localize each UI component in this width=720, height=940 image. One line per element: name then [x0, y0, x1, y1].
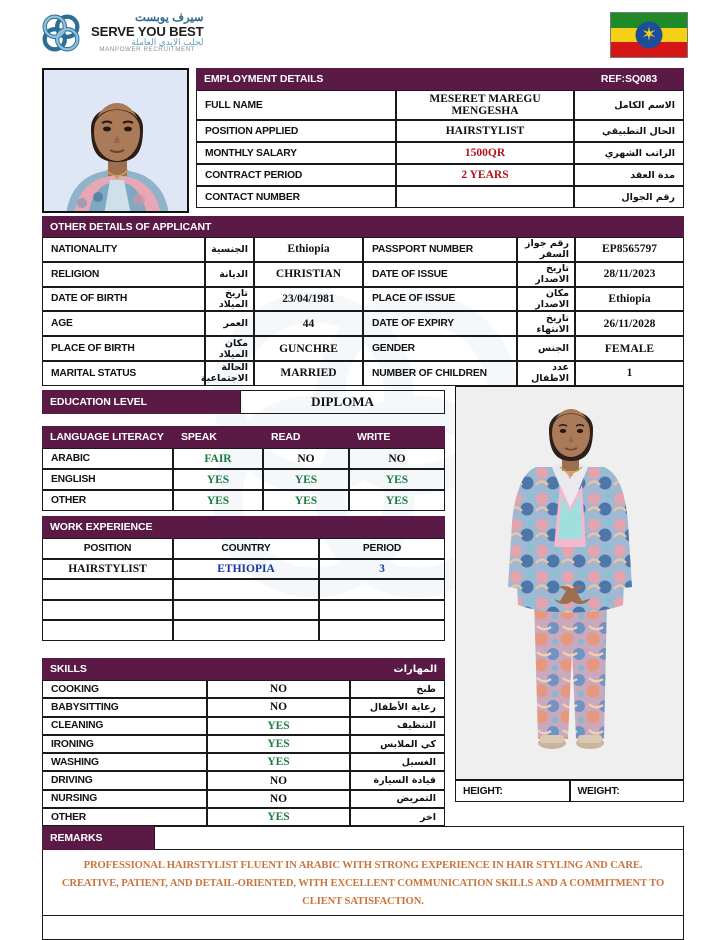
- detail-arabic: الحالة الاجتماعية: [200, 362, 248, 385]
- detail-value: Ethiopia: [287, 243, 330, 256]
- language-write: NO: [388, 452, 406, 465]
- table-row: [42, 771, 445, 789]
- detail-value: GUNCHRE: [279, 342, 338, 355]
- detail-arabic: مكان الاصدار: [535, 287, 569, 310]
- height-label: HEIGHT:: [463, 785, 503, 797]
- skills-table: [42, 658, 445, 826]
- language-write: YES: [385, 494, 409, 507]
- skill-label: CLEANING: [51, 720, 104, 732]
- table-row: [196, 164, 684, 186]
- language-speak: FAIR: [204, 452, 232, 465]
- skill-value: NO: [269, 701, 288, 714]
- work-header-position: POSITION: [83, 542, 132, 554]
- table-row: [196, 90, 684, 120]
- work-country: ETHIOPIA: [217, 562, 275, 575]
- other-details-title: OTHER DETAILS OF APPLICANT: [42, 216, 684, 237]
- skill-label: NURSING: [51, 793, 98, 805]
- language-header-write: WRITE: [349, 426, 445, 448]
- detail-label: NATIONALITY: [51, 243, 118, 255]
- detail-value: 28/11/2023: [603, 268, 656, 281]
- language-speak: YES: [206, 494, 230, 507]
- skill-arabic: الغسيل: [401, 756, 436, 768]
- employment-row-value: HAIRSTYLIST: [445, 125, 525, 137]
- skill-arabic: اخر: [419, 811, 436, 823]
- skill-arabic: كي الملابس: [380, 738, 436, 750]
- detail-label: GENDER: [372, 343, 415, 355]
- language-read: NO: [297, 452, 315, 465]
- employment-row-arabic: الحال التطبيقي: [602, 125, 675, 137]
- detail-arabic: تاريخ الميلاد: [218, 287, 248, 310]
- language-header-row: [42, 426, 445, 448]
- detail-arabic: تاريخ الاصدار: [535, 263, 569, 286]
- detail-label: AGE: [51, 318, 73, 330]
- table-row: [196, 120, 684, 142]
- reference-number: REF:SQ083: [574, 68, 684, 90]
- work-experience-table: [42, 516, 445, 641]
- detail-value: MARRIED: [280, 367, 337, 380]
- language-name: OTHER: [51, 495, 87, 506]
- logo-knot-icon: [36, 9, 86, 57]
- full-body-photo-illustration: [456, 387, 684, 780]
- remarks-blank-row[interactable]: [42, 916, 684, 940]
- weight-label: WEIGHT:: [577, 785, 620, 797]
- skill-arabic: قيادة السيارة: [373, 775, 436, 787]
- education-level-row: [42, 390, 445, 414]
- employment-row-label: CONTRACT PERIOD: [205, 169, 303, 181]
- employment-row-arabic: مدة العقد: [630, 169, 675, 181]
- skill-value: YES: [267, 756, 290, 769]
- language-write: YES: [385, 473, 409, 486]
- skills-title-arabic: المهارات: [393, 663, 437, 675]
- detail-arabic: مكان الميلاد: [218, 337, 248, 360]
- skill-value: YES: [267, 738, 290, 751]
- measurements-row: [455, 780, 684, 802]
- applicant-full-body-photo: [455, 386, 684, 780]
- table-row: [42, 735, 445, 753]
- skill-value: YES: [267, 811, 290, 824]
- skill-arabic: التمريض: [396, 793, 436, 805]
- employment-row-value: 1500QR: [464, 147, 506, 159]
- skill-label: COOKING: [51, 683, 99, 695]
- table-row: [42, 361, 684, 386]
- detail-label: PASSPORT NUMBER: [372, 243, 473, 255]
- table-row: [42, 600, 445, 621]
- table-row: [42, 336, 684, 361]
- table-row: [42, 620, 445, 641]
- remarks-title: REMARKS: [42, 826, 154, 850]
- table-row: [42, 790, 445, 808]
- skill-label: OTHER: [51, 811, 87, 823]
- employment-details-header-row: [196, 68, 684, 90]
- detail-arabic: الجنسية: [211, 243, 248, 255]
- company-logo: [36, 8, 208, 58]
- table-row: [42, 698, 445, 716]
- table-row: [42, 559, 445, 580]
- employment-details-title: EMPLOYMENT DETAILS: [196, 68, 574, 90]
- detail-label: RELIGION: [51, 268, 100, 280]
- skill-label: IRONING: [51, 738, 94, 750]
- skill-value: NO: [269, 683, 288, 696]
- language-header-speak: SPEAK: [173, 426, 263, 448]
- employment-row-label: FULL NAME: [205, 99, 263, 111]
- language-header-read: READ: [263, 426, 349, 448]
- detail-label: DATE OF EXPIRY: [372, 318, 454, 330]
- employment-row-label: MONTHLY SALARY: [205, 147, 297, 159]
- table-row: [42, 237, 684, 262]
- logo-arabic-title: سيرف يوبست: [135, 12, 204, 25]
- remarks-text: PROFESSIONAL HAIRSTYLIST FLUENT IN ARABIC WITH STRONG EXPERIENCE IN HAIR STYLING AND CARE. CREATIVE, PATIENT, AND DETAIL-ORIENTED, WITH EXCELLENT COMMUNICATION SKILLS AND A COMMITMENT TO CLIENT SATISFACTION.: [61, 860, 665, 907]
- table-row: [42, 448, 445, 469]
- remarks-header-row: [42, 826, 684, 850]
- skill-arabic: طبخ: [416, 683, 436, 695]
- work-header-period: PERIOD: [362, 542, 402, 554]
- detail-label: NUMBER OF CHILDREN: [372, 367, 487, 379]
- table-row: [42, 311, 684, 336]
- detail-label: DATE OF ISSUE: [372, 268, 448, 280]
- table-row: [42, 717, 445, 735]
- table-row: [42, 490, 445, 511]
- table-row: [42, 680, 445, 698]
- detail-arabic: عدد الاطفال: [531, 362, 569, 385]
- detail-arabic: رقم جواز السفر: [525, 238, 569, 261]
- detail-arabic: الجنس: [538, 343, 569, 355]
- table-row: [42, 753, 445, 771]
- education-level-title: EDUCATION LEVEL: [42, 390, 240, 414]
- skill-arabic: رعاية الأطفال: [369, 701, 436, 713]
- employment-row-arabic: الراتب الشهري: [604, 147, 675, 159]
- work-experience-column-headers: [42, 538, 445, 559]
- detail-value: 23/04/1981: [282, 292, 335, 305]
- detail-value: CHRISTIAN: [275, 268, 342, 281]
- work-experience-title: WORK EXPERIENCE: [42, 516, 237, 538]
- language-header-literacy: LANGUAGE LITERACY: [42, 426, 173, 448]
- skill-value: YES: [267, 719, 290, 732]
- employment-row-arabic: الاسم الكامل: [614, 99, 675, 111]
- detail-label: DATE OF BIRTH: [51, 293, 128, 305]
- employment-row-arabic: رقم الجوال: [621, 191, 675, 203]
- passport-photo-illustration: [44, 70, 189, 213]
- language-speak: YES: [206, 473, 230, 486]
- table-row: [42, 262, 684, 287]
- table-row: [42, 808, 445, 826]
- skill-arabic: التنظيف: [396, 720, 436, 732]
- detail-value: 26/11/2028: [603, 317, 656, 330]
- language-read: YES: [294, 494, 318, 507]
- remarks-body: [42, 850, 684, 916]
- language-literacy-table: [42, 426, 445, 511]
- employment-row-label: POSITION APPLIED: [205, 125, 299, 137]
- education-level-value: DIPLOMA: [311, 394, 374, 409]
- skill-label: BABYSITTING: [51, 701, 119, 713]
- work-period: 3: [379, 562, 385, 575]
- remarks-header-filler: [154, 826, 684, 850]
- table-row: [42, 579, 445, 600]
- skills-header-row: [42, 658, 445, 680]
- logo-arabic-subtitle: لجلب الايدي العاملة: [131, 36, 204, 47]
- ethiopia-flag-icon: ✶: [610, 12, 688, 58]
- other-details-table: [42, 216, 684, 386]
- detail-value: FEMALE: [604, 342, 655, 355]
- detail-value: 1: [626, 367, 633, 380]
- document-header: [0, 0, 720, 62]
- employment-row-value: 2 YEARS: [461, 169, 509, 181]
- detail-arabic: تاريخ الانتهاء: [536, 312, 569, 335]
- detail-label: PLACE OF BIRTH: [51, 343, 135, 355]
- skills-title: SKILLS: [50, 663, 87, 675]
- logo-english-subtitle: MANPOWER RECRUITMENT: [99, 45, 196, 53]
- employment-details-table: [196, 68, 684, 208]
- employment-row-label: CONTACT NUMBER: [205, 191, 300, 203]
- detail-value: 44: [302, 317, 315, 330]
- skill-label: DRIVING: [51, 775, 93, 787]
- table-row: [42, 287, 684, 312]
- language-read: YES: [294, 473, 318, 486]
- detail-label: PLACE OF ISSUE: [372, 293, 456, 305]
- detail-label: MARITAL STATUS: [51, 367, 137, 379]
- table-row: [196, 142, 684, 164]
- detail-arabic: العمر: [223, 318, 248, 330]
- language-name: ARABIC: [51, 453, 90, 464]
- detail-value: Ethiopia: [608, 292, 651, 305]
- detail-value: EP8565797: [602, 243, 657, 256]
- skill-value: NO: [269, 774, 288, 787]
- language-name: ENGLISH: [51, 474, 96, 485]
- work-header-country: COUNTRY: [221, 542, 271, 554]
- skill-value: NO: [269, 792, 288, 805]
- work-experience-header-filler: [237, 516, 445, 538]
- detail-arabic: الديانة: [219, 268, 248, 280]
- remarks-section: [42, 826, 684, 940]
- table-row: [196, 186, 684, 208]
- logo-english-title: SERVE YOU BEST: [91, 23, 204, 39]
- table-row: [42, 469, 445, 490]
- skill-label: WASHING: [51, 756, 99, 768]
- work-experience-header-row: [42, 516, 445, 538]
- work-position: HAIRSTYLIST: [68, 562, 147, 575]
- employment-row-value: MESERET MAREGU MENGESHA: [429, 93, 541, 117]
- applicant-passport-photo: [42, 68, 189, 213]
